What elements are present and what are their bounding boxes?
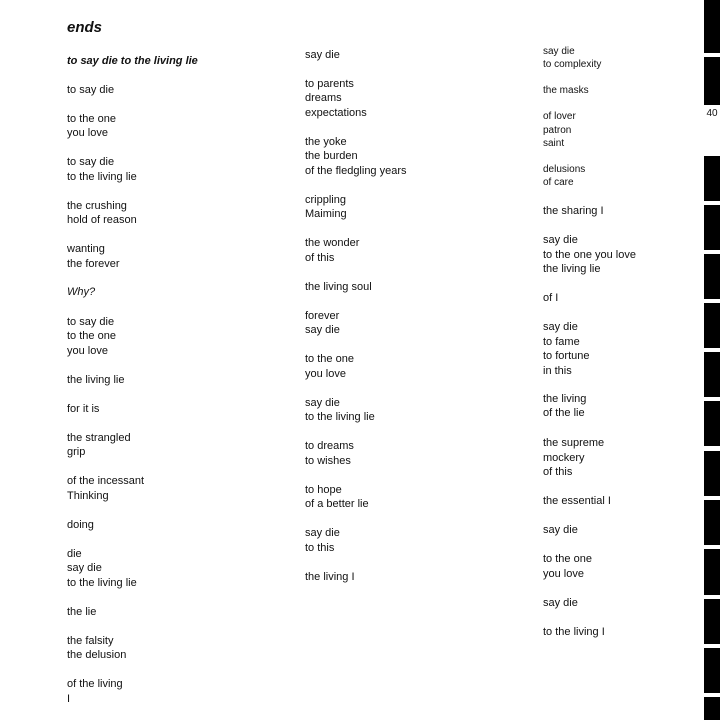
index-tab (704, 697, 720, 720)
poem-line: the forever (67, 258, 120, 270)
poem-line: you love (305, 368, 346, 380)
poem-line: die (67, 548, 82, 560)
poem-line: to the one you love (543, 249, 636, 261)
poem-line: to hope (305, 484, 342, 496)
index-tab (704, 401, 720, 446)
poem-line: you love (67, 127, 108, 139)
poem-line: say die (543, 234, 578, 246)
poem-line: of lover (543, 111, 576, 122)
index-tab (704, 451, 720, 496)
poem-line: of care (543, 177, 574, 188)
poem-line: you love (543, 568, 584, 580)
poem-line: to the one (305, 353, 354, 365)
poem-line: of the fledgling years (305, 165, 407, 177)
poem-line: the supreme (543, 437, 605, 449)
poem-line: Why? (67, 286, 96, 298)
index-tab (704, 352, 720, 397)
poem-line: to fame (543, 336, 580, 348)
poem-line: the living lie (67, 374, 125, 386)
poem-line: the essential I (543, 495, 611, 507)
poem-line: say die (543, 597, 578, 609)
poem-line: in this (543, 365, 572, 377)
poem-line: the strangled (67, 432, 131, 444)
poem-line: the living (543, 393, 587, 405)
poem-line: for it is (67, 403, 100, 415)
poem-line: to wishes (305, 455, 351, 467)
index-tab (704, 549, 720, 595)
poem-title: ends (67, 19, 103, 36)
poem-line: I (67, 693, 71, 705)
poem-line: to the living I (543, 626, 605, 638)
poem-line: say die (305, 527, 340, 539)
poem-line: say die (67, 562, 102, 574)
index-tab (704, 205, 720, 250)
poem-line: you love (67, 345, 108, 357)
poem-line: grip (67, 446, 86, 458)
poem-line: the living soul (305, 281, 372, 293)
poem-line: the burden (305, 150, 358, 162)
poem-line: to say die (67, 156, 115, 168)
index-tab (704, 500, 720, 545)
poem-line: to complexity (543, 59, 602, 70)
poem-line: the sharing I (543, 205, 604, 217)
poem-line: say die (305, 324, 340, 336)
poem-line: the wonder (305, 237, 360, 249)
index-tab (704, 254, 720, 299)
poem-line: the falsity (67, 635, 114, 647)
poem-line: say die (543, 46, 575, 57)
poem-line: the lie (67, 606, 97, 618)
index-tab (704, 156, 720, 201)
poem-line: forever (305, 310, 340, 322)
poem-line: say die (543, 321, 578, 333)
poem-line: of I (543, 292, 559, 304)
poem-line: hold of reason (67, 214, 137, 226)
poem-line: the crushing (67, 200, 127, 212)
index-tab (704, 0, 720, 53)
poem-line: to the one (67, 113, 116, 125)
index-tab (704, 57, 720, 105)
poem-line: of the living (67, 678, 123, 690)
poem-line: doing (67, 519, 94, 531)
index-tab (704, 648, 720, 693)
poem-line: to say die (67, 316, 115, 328)
poem-line: to this (305, 542, 335, 554)
poem-line: of the incessant (67, 475, 145, 487)
poem-line: the yoke (305, 136, 347, 148)
poem-line: say die (543, 524, 578, 536)
poem-line: expectations (305, 107, 367, 119)
poem-line: dreams (305, 92, 342, 104)
poem-line: the delusion (67, 649, 127, 661)
poem-line: to the one (67, 330, 116, 342)
poem-line: crippling (305, 194, 346, 206)
poem-line: to the living lie (305, 411, 375, 423)
poem-line: Maiming (305, 208, 347, 220)
poem-line: wanting (67, 243, 105, 255)
poem-line: say die (305, 49, 340, 61)
poem-line: to the living lie (67, 577, 137, 589)
poem-line: to dreams (305, 440, 354, 452)
poem-line: to say die (67, 84, 115, 96)
poem-line: of this (543, 466, 573, 478)
poem-line: the living I (305, 571, 355, 583)
poem-line: Thinking (67, 490, 109, 502)
poem-line: to the one (543, 553, 592, 565)
poem-line: patron (543, 125, 572, 136)
index-tab (704, 303, 720, 348)
poem-line: of a better lie (305, 498, 369, 510)
poem-line: the living lie (543, 263, 601, 275)
poem-line: to parents (305, 78, 354, 90)
poem-line: of the lie (543, 407, 585, 419)
poem-line: of this (305, 252, 335, 264)
poem-line: the masks (543, 85, 589, 96)
poem-line: say die (305, 397, 340, 409)
poem-line: to say die to the living lie (67, 55, 198, 67)
poem-line: delusions (543, 164, 586, 175)
poem-line: to the living lie (67, 171, 137, 183)
index-tab (704, 599, 720, 644)
poem-line: mockery (543, 452, 585, 464)
page-number: 40 (704, 107, 720, 121)
poem-line: saint (543, 138, 565, 149)
poem-line: to fortune (543, 350, 590, 362)
